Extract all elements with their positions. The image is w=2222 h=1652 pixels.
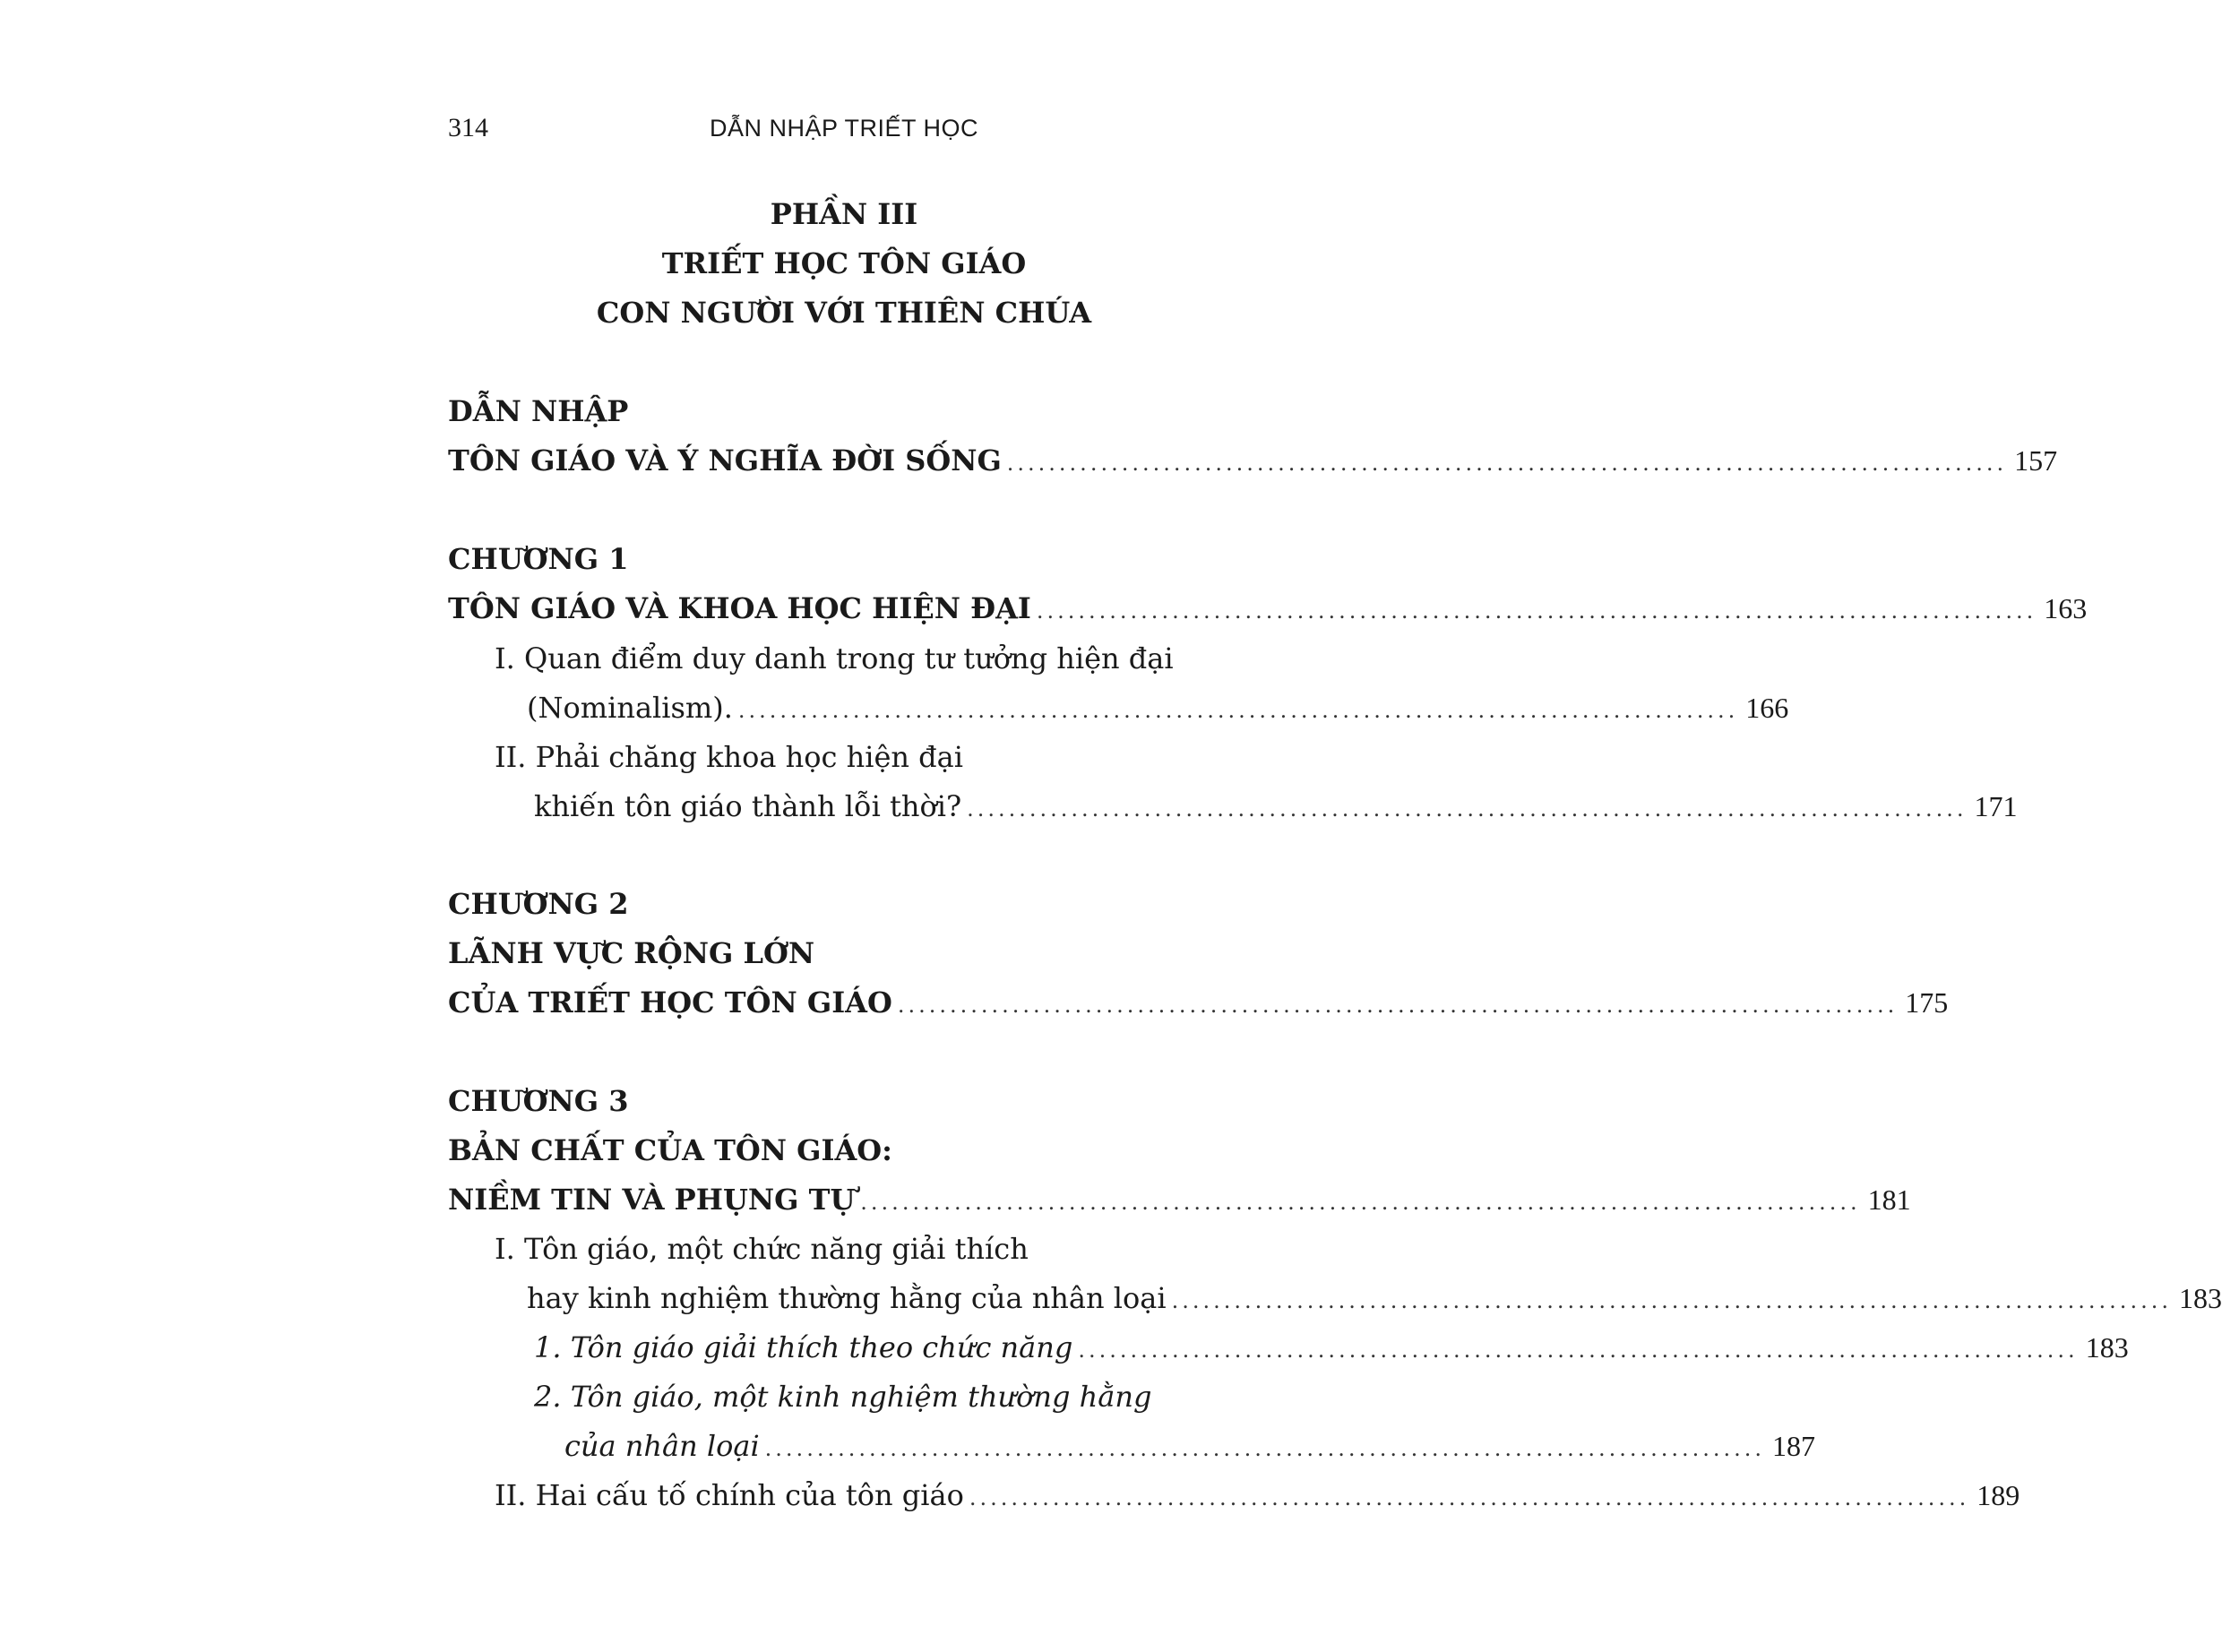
toc-section-line[interactable]: I. Tôn giáo, một chức năng giải thích xyxy=(495,1232,1029,1266)
toc-entry-ch1[interactable] xyxy=(448,591,2088,629)
toc-entry-ch3[interactable] xyxy=(448,1183,1911,1220)
leader-dots: ................................................................................................ xyxy=(969,1485,1970,1510)
leader-dots: ................................................................................................ xyxy=(1036,598,2037,624)
toc-entry-title: của nhân loại xyxy=(564,1429,760,1463)
chapter-2-title-line: LÃNH VỰC RỘNG LỚN xyxy=(448,936,815,970)
toc-page-number: 166 xyxy=(1745,692,1789,724)
chapter-1-heading: CHƯƠNG 1 xyxy=(448,542,629,576)
toc-entry-title: TÔN GIÁO VÀ Ý NGHĨA ĐỜI SỐNG xyxy=(448,443,1002,478)
toc-page-number: 171 xyxy=(1974,790,2018,822)
toc-subsection-line[interactable]: 2. Tôn giáo, một kinh nghiệm thường hằng xyxy=(534,1380,1152,1414)
part-title: TRIẾT HỌC TÔN GIÁO xyxy=(661,246,1027,280)
toc-page-number: 187 xyxy=(1772,1430,1816,1462)
toc-entry-title: TÔN GIÁO VÀ KHOA HỌC HIỆN ĐẠI xyxy=(448,591,1031,625)
toc-page-number: 183 xyxy=(2085,1331,2129,1364)
toc-page-number: 189 xyxy=(1977,1479,2020,1511)
toc-entry-ch2[interactable] xyxy=(448,985,1949,1023)
intro-heading: DẪN NHẬP xyxy=(448,394,629,428)
toc-entry-intro[interactable] xyxy=(448,443,2058,481)
toc-page-number: 175 xyxy=(1905,986,1949,1019)
chapter-3-title-line: BẢN CHẤT CỦA TÔN GIÁO: xyxy=(448,1133,892,1167)
part-subtitle: CON NGƯỜI VỚI THIÊN CHÚA xyxy=(596,296,1092,330)
toc-entry-title: hay kinh nghiệm thường hằng của nhân loại xyxy=(527,1281,1167,1315)
leader-dots: ................................................................................................ xyxy=(764,1436,1766,1461)
toc-entry-ch3-s2[interactable] xyxy=(495,1478,2020,1516)
toc-page-number: 157 xyxy=(2014,444,2058,477)
leader-dots: ................................................................................................ xyxy=(1171,1288,2172,1313)
leader-dots: ................................................................................................ xyxy=(1006,451,2008,476)
toc-section-line[interactable]: II. Phải chăng khoa học hiện đại xyxy=(495,740,963,774)
page-number: 314 xyxy=(448,113,488,142)
toc-entry-ch1-s2[interactable] xyxy=(534,789,2018,827)
toc-entry-ch1-s1[interactable] xyxy=(527,691,1789,728)
toc-entry-title: CỦA TRIẾT HỌC TÔN GIÁO xyxy=(448,985,892,1020)
toc-page-number: 163 xyxy=(2044,592,2088,624)
chapter-3-heading: CHƯƠNG 3 xyxy=(448,1084,629,1118)
toc-entry-ch3-sub1[interactable] xyxy=(534,1330,2129,1368)
leader-dots: ................................................................................................ xyxy=(967,796,1968,822)
toc-entry-title: khiến tôn giáo thành lỗi thời? xyxy=(534,789,962,823)
leader-dots: ................................................................................................ xyxy=(737,698,1739,723)
toc-page-number: 183 xyxy=(2178,1282,2222,1314)
toc-entry-title: NIỀM TIN VÀ PHỤNG TỰ xyxy=(448,1183,856,1217)
chapter-2-heading: CHƯƠNG 2 xyxy=(448,887,629,921)
toc-entry-title: II. Hai cấu tố chính của tôn giáo xyxy=(495,1478,964,1512)
leader-dots: ................................................................................................ xyxy=(860,1190,1861,1215)
leader-dots: ................................................................................................ xyxy=(1078,1338,2079,1363)
toc-section-line[interactable]: I. Quan điểm duy danh trong tư tưởng hiện đại xyxy=(495,641,1174,675)
toc-entry-title: 1. Tôn giáo giải thích theo chức năng xyxy=(534,1330,1073,1364)
part-label: PHẦN III xyxy=(770,197,918,231)
toc-entry-ch3-sub2[interactable] xyxy=(564,1429,1816,1467)
toc-entry-ch3-s1[interactable] xyxy=(527,1281,2222,1319)
toc-entry-title: (Nominalism). xyxy=(527,691,733,725)
running-title: DẪN NHẬP TRIẾT HỌC xyxy=(709,115,979,142)
toc-page-number: 181 xyxy=(1867,1183,1911,1216)
leader-dots: ................................................................................................ xyxy=(897,993,1899,1018)
